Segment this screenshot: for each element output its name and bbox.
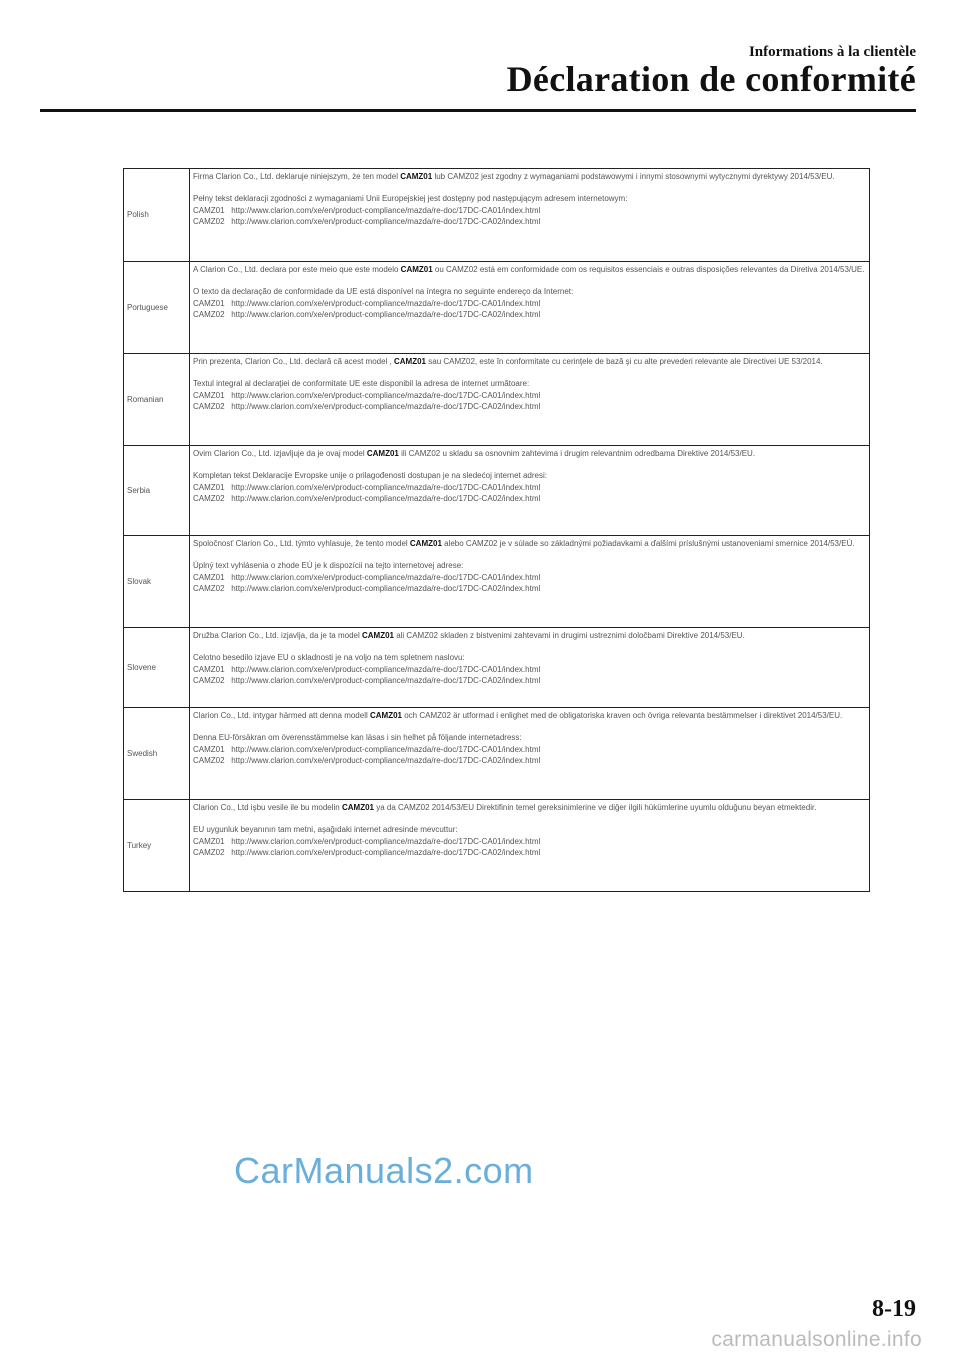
- model-name: CAMZ01: [400, 265, 433, 274]
- watermark-logo: CarManuals2.com: [234, 1150, 534, 1191]
- declaration-text: [190, 800, 870, 892]
- section-title: Informations à la clientèle: [748, 44, 916, 60]
- model-name: CAMZ01: [400, 172, 433, 181]
- url-camz02: CAMZ02 http://www.clarion.com/xe/en/product-compliance/mazda/re-doc/17DC-CA02/index.html: [193, 216, 541, 226]
- table-row: [124, 628, 870, 708]
- language-label: Serbia: [124, 446, 190, 536]
- url-camz01: CAMZ01 http://www.clarion.com/xe/en/product-compliance/mazda/re-doc/17DC-CA01/index.html: [193, 205, 541, 215]
- declaration-text: [190, 446, 870, 536]
- statement-post: lub CAMZ02 jest zgodny z wymaganiami podstawowymi i innymi stosownymi wytycznymi dyrektywy 2014/53/EU.: [432, 172, 835, 181]
- statement-post: och CAMZ02 är utformad i enlighet med de obligatoriska kraven och övriga relevanta bestämmelser i direktivet 2014/53/EU.: [402, 711, 843, 720]
- statement-pre: Firma Clarion Co., Ltd. deklaruje niniejszym, że ten model: [193, 172, 401, 181]
- declaration-text: [190, 536, 870, 628]
- language-label: Slovak: [124, 536, 190, 628]
- url-camz01: CAMZ01 http://www.clarion.com/xe/en/product-compliance/mazda/re-doc/17DC-CA01/index.html: [193, 298, 541, 308]
- availability-text: Textul integral al declaraţiei de conformitate UE este disponibil la adresa de internet următoare:: [193, 379, 530, 389]
- statement-pre: Prin prezenta, Clarion Co., Ltd. declară că acest model ,: [193, 357, 394, 366]
- declaration-text: [190, 169, 870, 262]
- table-row: [124, 354, 870, 446]
- declaration-text: [190, 354, 870, 446]
- declaration-text: [190, 708, 870, 800]
- declaration-text: [190, 262, 870, 354]
- language-label: Portuguese: [124, 262, 190, 354]
- model-name: CAMZ01: [369, 711, 402, 720]
- url-camz02: CAMZ02 http://www.clarion.com/xe/en/product-compliance/mazda/re-doc/17DC-CA02/index.html: [193, 583, 541, 593]
- url-camz01: CAMZ01 http://www.clarion.com/xe/en/product-compliance/mazda/re-doc/17DC-CA01/index.html: [193, 390, 541, 400]
- statement-post: ili CAMZ02 u skladu sa osnovnim zahtevima i drugim relevantnim odredbama Direktive 2014/53/EU.: [398, 449, 756, 458]
- model-name: CAMZ01: [341, 803, 374, 812]
- table-row: [124, 536, 870, 628]
- table-row: [124, 169, 870, 262]
- statement-post: ou CAMZ02 está em conformidade com os requisitos essenciais e outras disposições relevantes da Diretiva 2014/53/UE.: [432, 265, 865, 274]
- availability-text: Celotno besedilo izjave EU o skladnosti je na voljo na tem spletnem naslovu:: [193, 653, 465, 663]
- table-row: [124, 800, 870, 892]
- url-camz02: CAMZ02 http://www.clarion.com/xe/en/product-compliance/mazda/re-doc/17DC-CA02/index.html: [193, 675, 541, 685]
- table-row: [124, 262, 870, 354]
- availability-text: Úplný text vyhlásenia o zhode EÚ je k dispozícii na tejto internetovej adrese:: [193, 561, 464, 571]
- availability-text: Kompletan tekst Deklaracije Evropske unije o prilagođenosti dostupan je na sledećoj internet adresi:: [193, 471, 547, 481]
- statement-post: alebo CAMZ02 je v súlade so základnými požiadavkami a ďalšími príslušnými ustanoveniami smernice 2014/53/EÚ.: [441, 539, 855, 548]
- url-camz02: CAMZ02 http://www.clarion.com/xe/en/product-compliance/mazda/re-doc/17DC-CA02/index.html: [193, 847, 541, 857]
- table-row: [124, 708, 870, 800]
- language-label: Swedish: [124, 708, 190, 800]
- language-label: Romanian: [124, 354, 190, 446]
- url-camz01: CAMZ01 http://www.clarion.com/xe/en/product-compliance/mazda/re-doc/17DC-CA01/index.html: [193, 482, 541, 492]
- url-camz01: CAMZ01 http://www.clarion.com/xe/en/product-compliance/mazda/re-doc/17DC-CA01/index.html: [193, 572, 541, 582]
- page-title: Déclaration de conformité: [506, 59, 916, 99]
- footer-watermark: carmanualsonline.info: [711, 1328, 922, 1351]
- model-name: CAMZ01: [361, 631, 394, 640]
- url-camz02: CAMZ02 http://www.clarion.com/xe/en/product-compliance/mazda/re-doc/17DC-CA02/index.html: [193, 755, 541, 765]
- url-camz02: CAMZ02 http://www.clarion.com/xe/en/product-compliance/mazda/re-doc/17DC-CA02/index.html: [193, 493, 541, 503]
- url-camz01: CAMZ01 http://www.clarion.com/xe/en/product-compliance/mazda/re-doc/17DC-CA01/index.html: [193, 744, 541, 754]
- statement-pre: A Clarion Co., Ltd. declara por este meio que este modelo: [193, 265, 401, 274]
- declaration-text: [190, 628, 870, 708]
- url-camz02: CAMZ02 http://www.clarion.com/xe/en/product-compliance/mazda/re-doc/17DC-CA02/index.html: [193, 401, 541, 411]
- declaration-table: [123, 168, 870, 892]
- url-camz02: CAMZ02 http://www.clarion.com/xe/en/product-compliance/mazda/re-doc/17DC-CA02/index.html: [193, 309, 541, 319]
- table-row: [124, 446, 870, 536]
- language-label: Turkey: [124, 800, 190, 892]
- statement-post: ali CAMZ02 skladen z bistvenimi zahtevami in drugimi ustreznimi določbami Direktive 2014/53/EU.: [393, 631, 745, 640]
- availability-text: O texto da declaração de conformidade da UE está disponível na íntegra no seguinte endereço da Internet:: [193, 287, 574, 297]
- model-name: CAMZ01: [409, 539, 442, 548]
- url-camz01: CAMZ01 http://www.clarion.com/xe/en/product-compliance/mazda/re-doc/17DC-CA01/index.html: [193, 664, 541, 674]
- statement-pre: Družba Clarion Co., Ltd. izjavlja, da je ta model: [193, 631, 362, 640]
- model-name: CAMZ01: [366, 449, 399, 458]
- statement-pre: Clarion Co., Ltd. intygar härmed att denna modell: [193, 711, 370, 720]
- availability-text: Denna EU-försäkran om överensstämmelse kan läsas i sin helhet på följande internetadress:: [193, 733, 522, 743]
- language-label: Polish: [124, 169, 190, 262]
- url-camz01: CAMZ01 http://www.clarion.com/xe/en/product-compliance/mazda/re-doc/17DC-CA01/index.html: [193, 836, 541, 846]
- statement-post: sau CAMZ02, este în conformitate cu cerinţele de bază şi cu alte prevederi relevante ale Directivei UE 53/2014.: [426, 357, 823, 366]
- header-rule: [40, 109, 916, 112]
- availability-text: Pełny tekst deklaracji zgodności z wymaganiami Unii Europejskiej jest dostępny pod następującym adresem internetowym:: [193, 194, 628, 204]
- page-number: 8-19: [872, 1296, 916, 1322]
- statement-pre: Clarion Co., Ltd işbu vesile ile bu modelin: [193, 803, 342, 812]
- statement-post: ya da CAMZ02 2014/53/EU Direktifinin temel gereksinimlerine ve diğer ilgili hükümlerine uyumlu olduğunu beyan etmektedir.: [373, 803, 817, 812]
- model-name: CAMZ01: [394, 357, 427, 366]
- statement-pre: Ovim Clarion Co., Ltd. izjavljuje da je ovaj model: [193, 449, 367, 458]
- availability-text: EU uygunluk beyanının tam metni, aşağıdaki internet adresinde mevcuttur:: [193, 825, 458, 835]
- language-label: Slovene: [124, 628, 190, 708]
- statement-pre: Spoločnosť Clarion Co., Ltd. týmto vyhlasuje, že tento model: [193, 539, 410, 548]
